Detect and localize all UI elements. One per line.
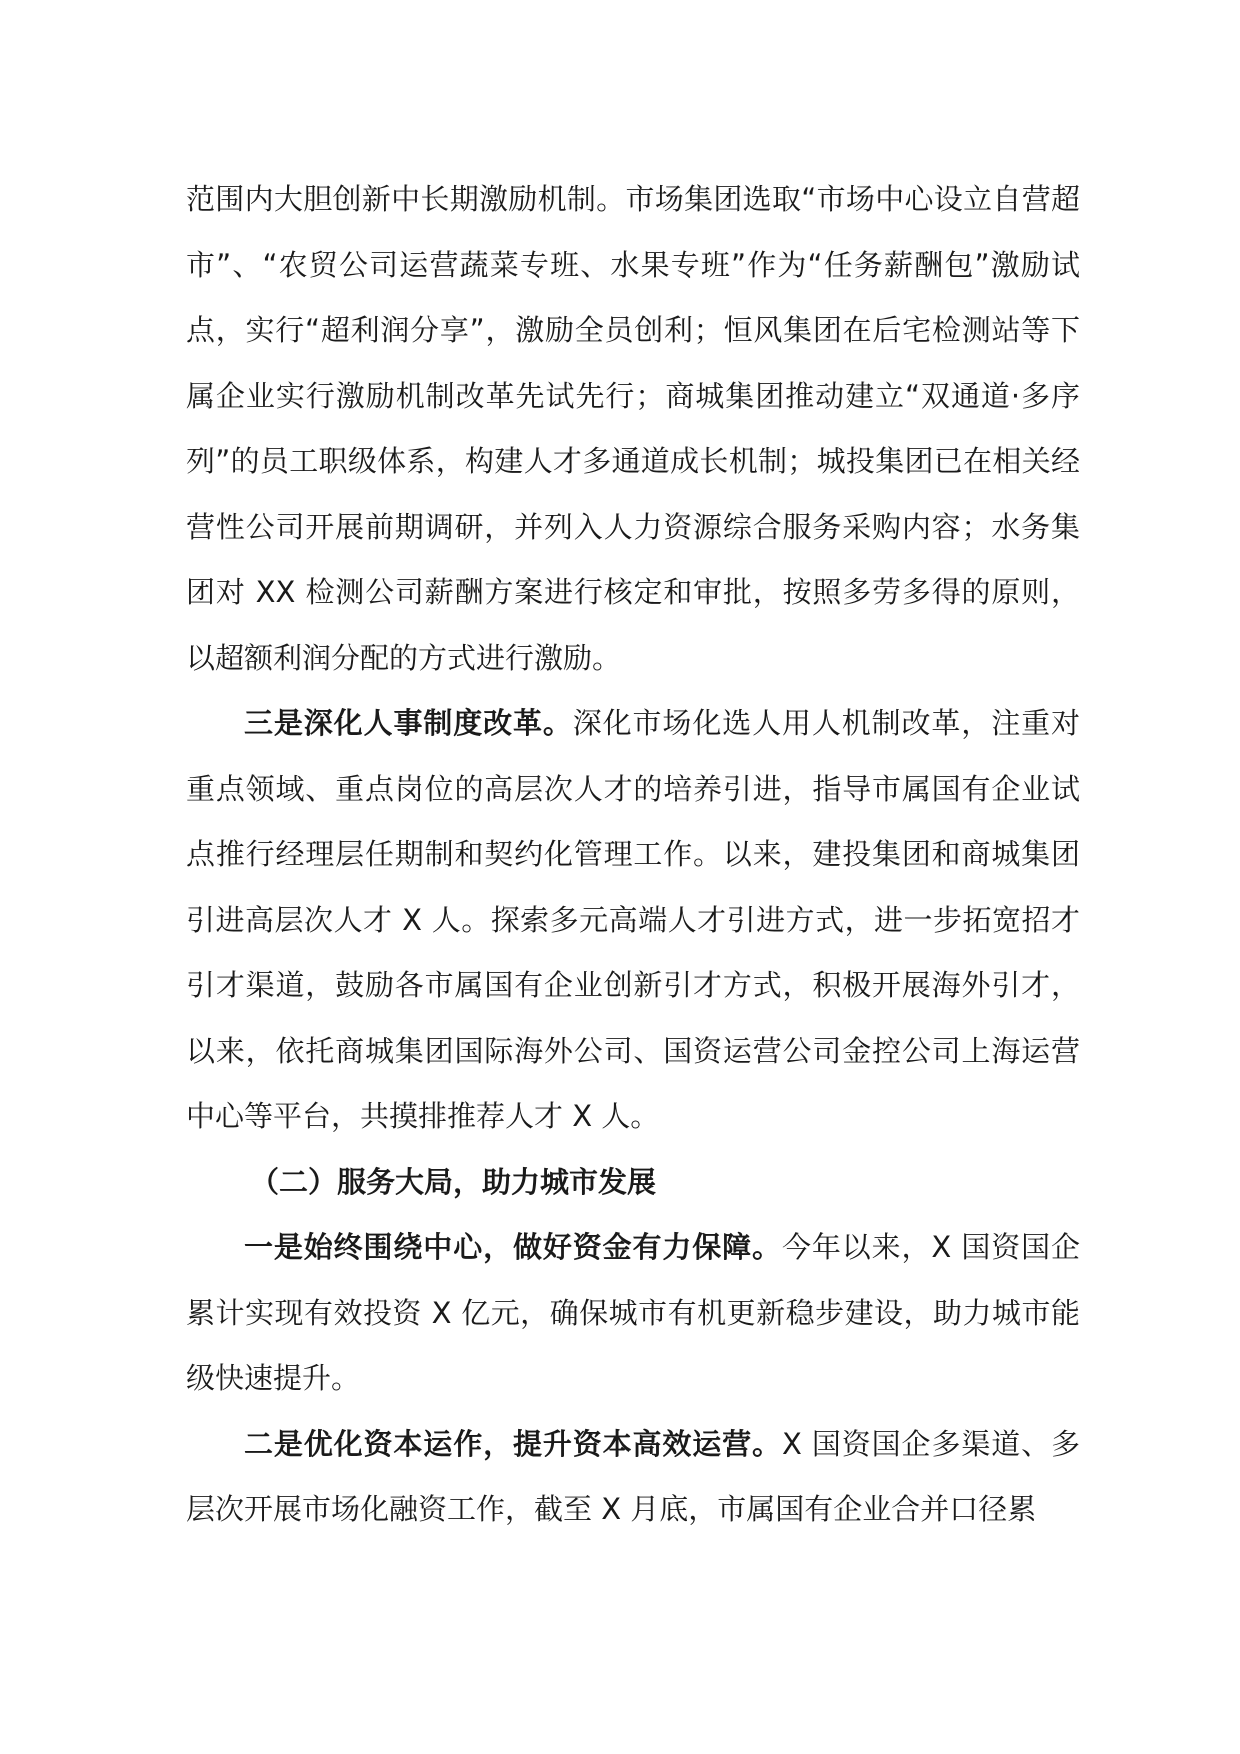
- paragraph-text: 深化市场化选人用人机制改革，注重对重点领域、重点岗位的高层次人才的培养引进，指导市属国有企业试点推行经理层任期制和契约化管理工作。以来，建投集团和商城集团引进高层次人才 X 人。探索多元高端人才引进方式，进一步拓宽招才引才渠道，鼓励各市属国有企业创新引才方式，积极开展海外引才，以来，依托商城集团国际海外公司、国资运营公司金控公司上海运营中心等平台，共摸排推荐人才 X 人。: [186, 706, 1080, 1133]
- paragraph-lead: 三是深化人事制度改革。: [244, 706, 573, 740]
- paragraph-text: 范围内大胆创新中长期激励机制。市场集团选取“市场中心设立自营超市”、“农贸公司运营蔬菜专班、水果专班”作为“任务薪酬包”激励试点，实行“超利润分享”，激励全员创利；恒风集团在后宅检测站等下属企业实行激励机制改革先试先行；商城集团推动建立“双通道·多序列”的员工职级体系，构建人才多通道成长机制；城投集团已在相关经营性公司开展前期调研，并列入人力资源综合服务采购内容；水务集团对 XX 检测公司薪酬方案进行核定和审批，按照多劳多得的原则，以超额利润分配的方式进行激励。: [186, 182, 1080, 675]
- paragraph-lead: 一是始终围绕中心，做好资金有力保障。: [244, 1230, 782, 1264]
- document-body: [186, 167, 1080, 1543]
- paragraph-text: X 国资国企多渠道、多层次开展市场化融资工作，截至 X 月底，市属国有企业合并口径累: [186, 1426, 1080, 1526]
- paragraph-lead: 二是优化资本运作，提升资本高效运营。: [244, 1426, 782, 1461]
- section-heading: （二）服务大局，助力城市发展: [250, 1164, 657, 1199]
- paragraph-text: 今年以来，X 国资国企累计实现有效投资 X 亿元，确保城市有机更新稳步建设，助力城市能级快速提升。: [186, 1230, 1080, 1395]
- paragraph-incentive-mechanism: [186, 167, 1080, 691]
- paragraph-personnel-reform: [186, 691, 1080, 1150]
- paragraph-funding-guarantee: [186, 1215, 1080, 1412]
- paragraph-capital-operation: [186, 1412, 1080, 1543]
